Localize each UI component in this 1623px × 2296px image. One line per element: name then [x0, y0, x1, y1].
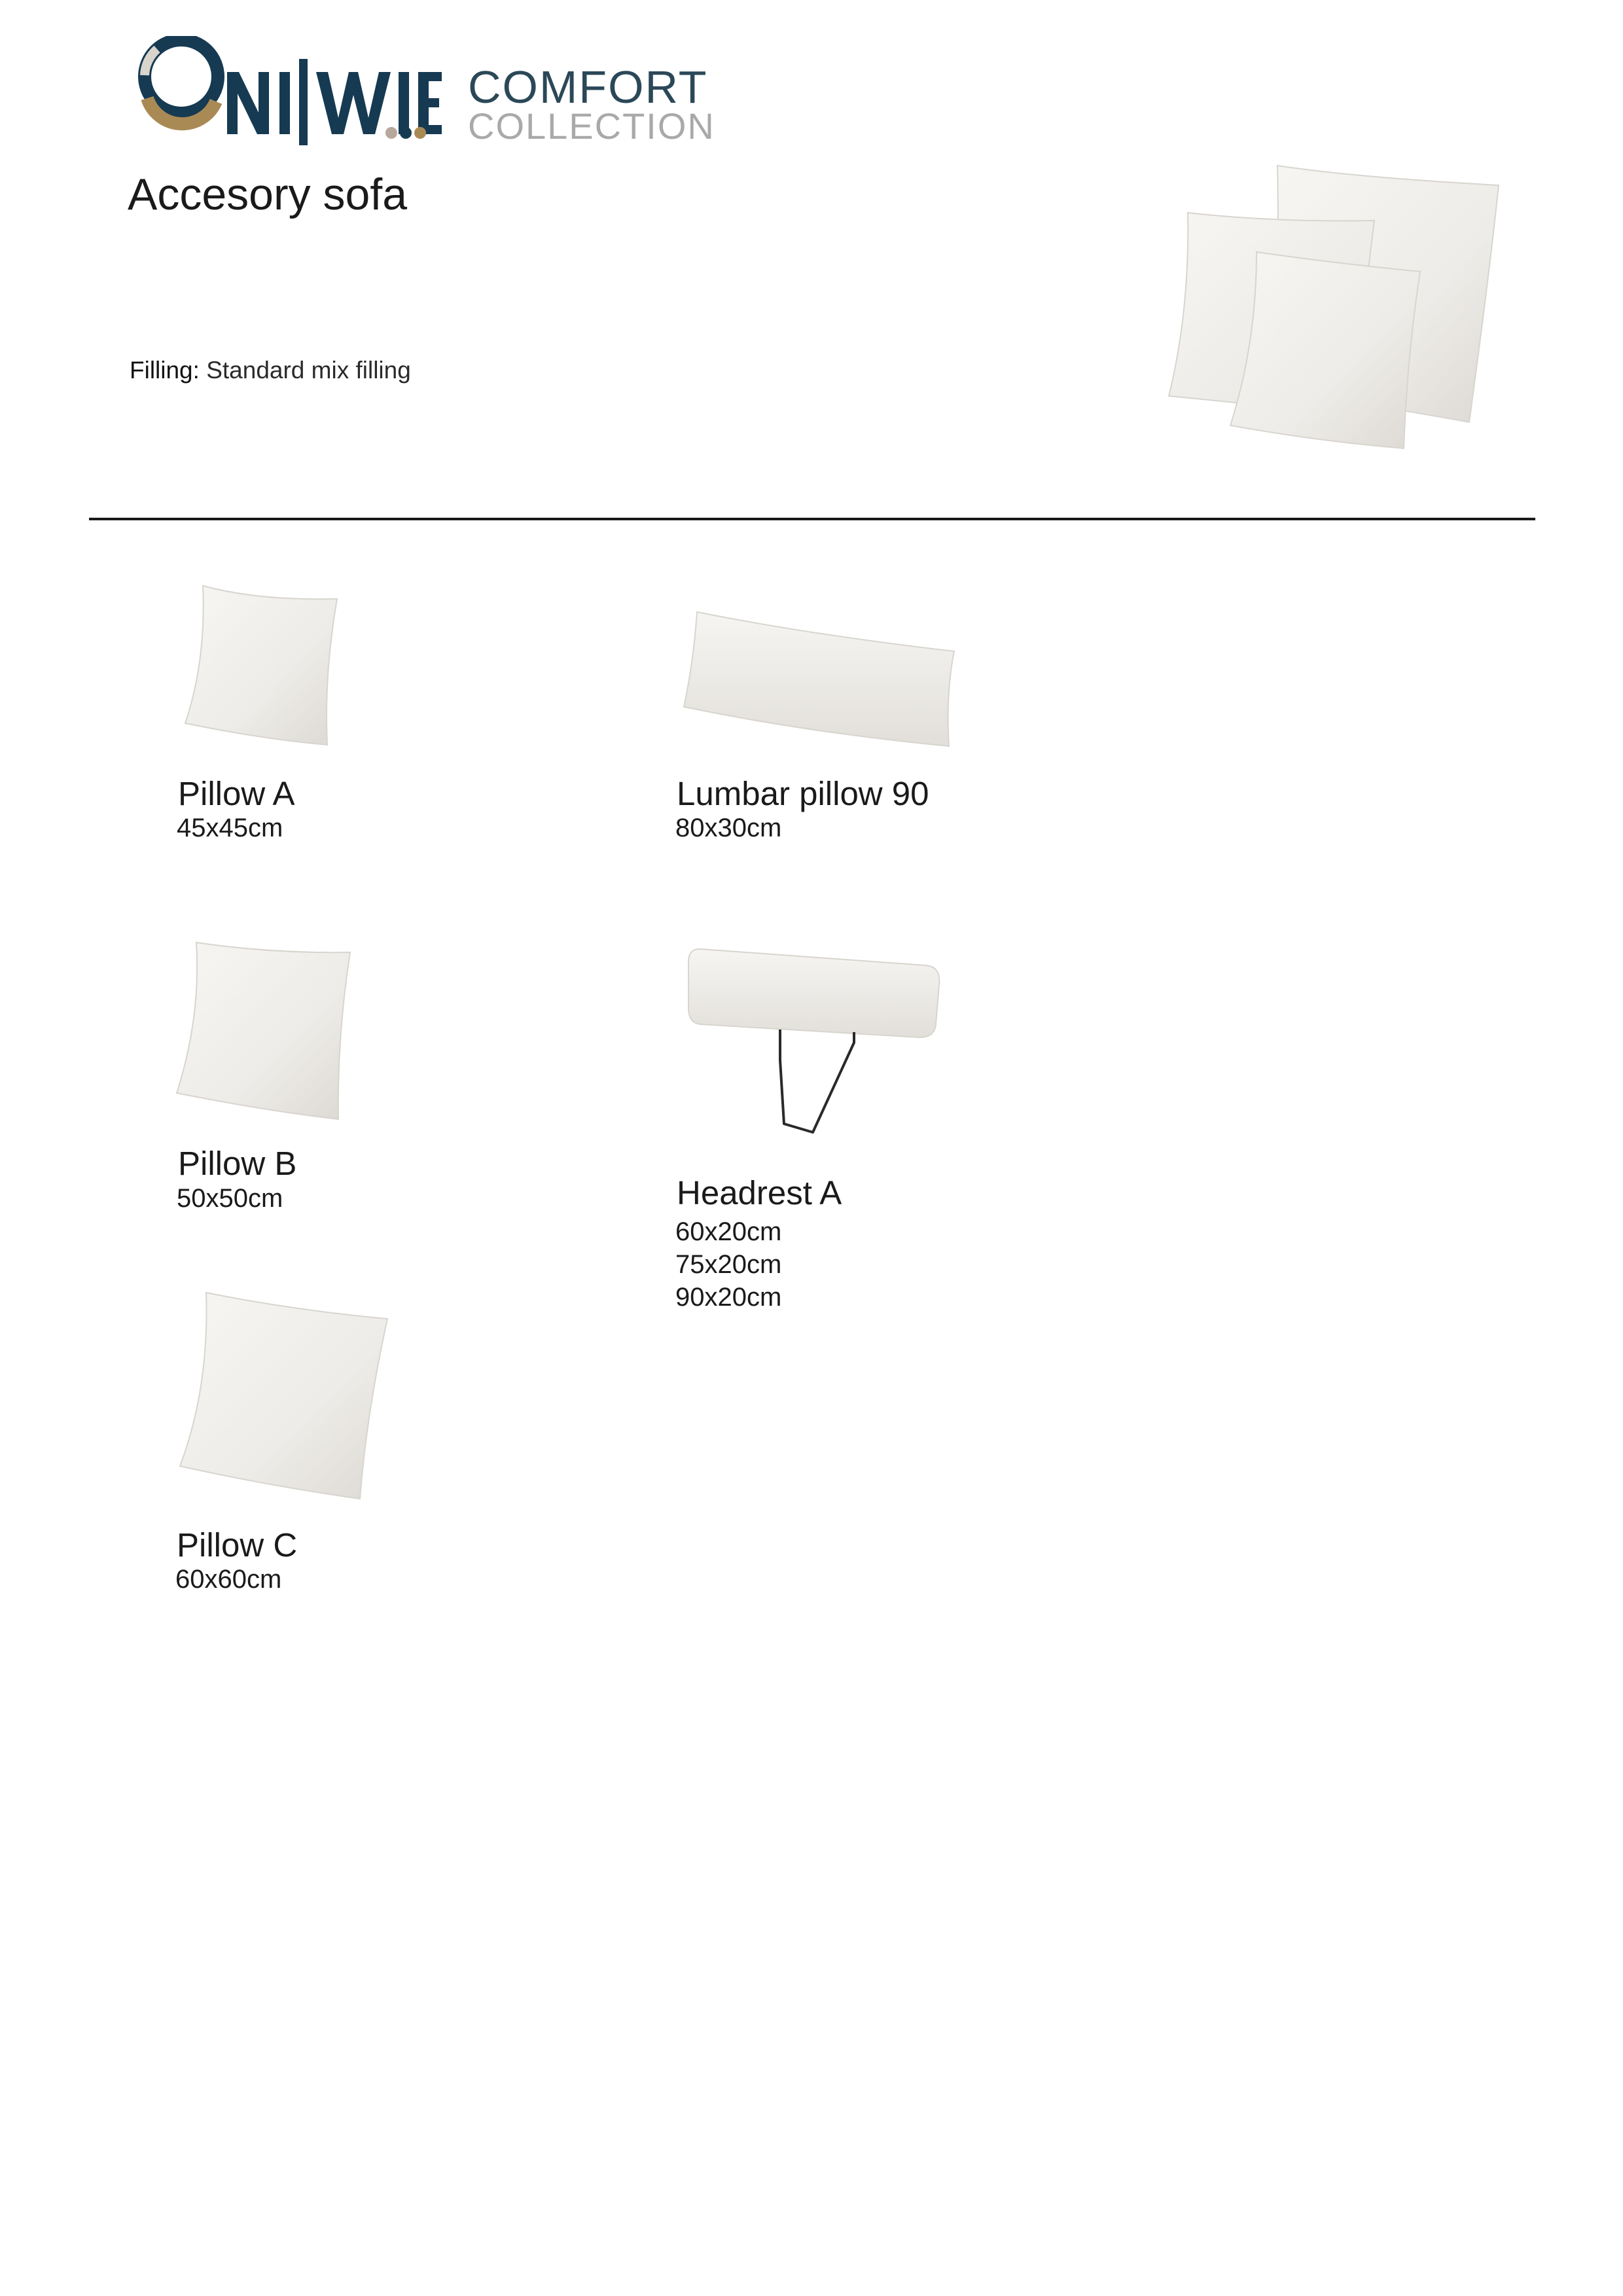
brand-collection-line2: COLLECTION: [468, 105, 715, 147]
headrest-size-90: 90x20cm: [675, 1283, 782, 1312]
pillow-a-name: Pillow A: [178, 775, 295, 812]
section-divider: [89, 518, 1535, 520]
hero-cushions-image: [1158, 160, 1512, 455]
lumbar-pillow-size: 80x30cm: [675, 814, 782, 842]
pillow-c-size: 60x60cm: [175, 1565, 282, 1594]
headrest-image: [687, 946, 942, 1155]
pillow-b-name: Pillow B: [178, 1145, 297, 1182]
headrest-size-60: 60x20cm: [675, 1217, 782, 1246]
pillow-b-size: 50x50cm: [177, 1184, 283, 1213]
brand-collection-line1: COMFORT: [468, 62, 708, 113]
lumbar-pillow-name: Lumbar pillow 90: [677, 775, 929, 812]
page-title: Accesory sofa: [128, 170, 408, 219]
headrest-name: Headrest A: [677, 1174, 842, 1211]
pillow-a-image: [180, 583, 344, 749]
pillow-b-image: [173, 939, 353, 1122]
pillow-c-image: [177, 1289, 389, 1502]
headrest-bracket: [780, 1030, 854, 1132]
filling-info: [130, 357, 411, 384]
pillow-c-name: Pillow C: [177, 1526, 298, 1564]
lumbar-pillow-image: [681, 609, 959, 749]
pillow-a-size: 45x45cm: [177, 814, 283, 842]
headrest-size-75: 75x20cm: [675, 1250, 782, 1279]
filling-value: Standard mix filling: [206, 357, 411, 384]
filling-label: Filling:: [130, 357, 200, 384]
brand-logo: [128, 36, 442, 147]
